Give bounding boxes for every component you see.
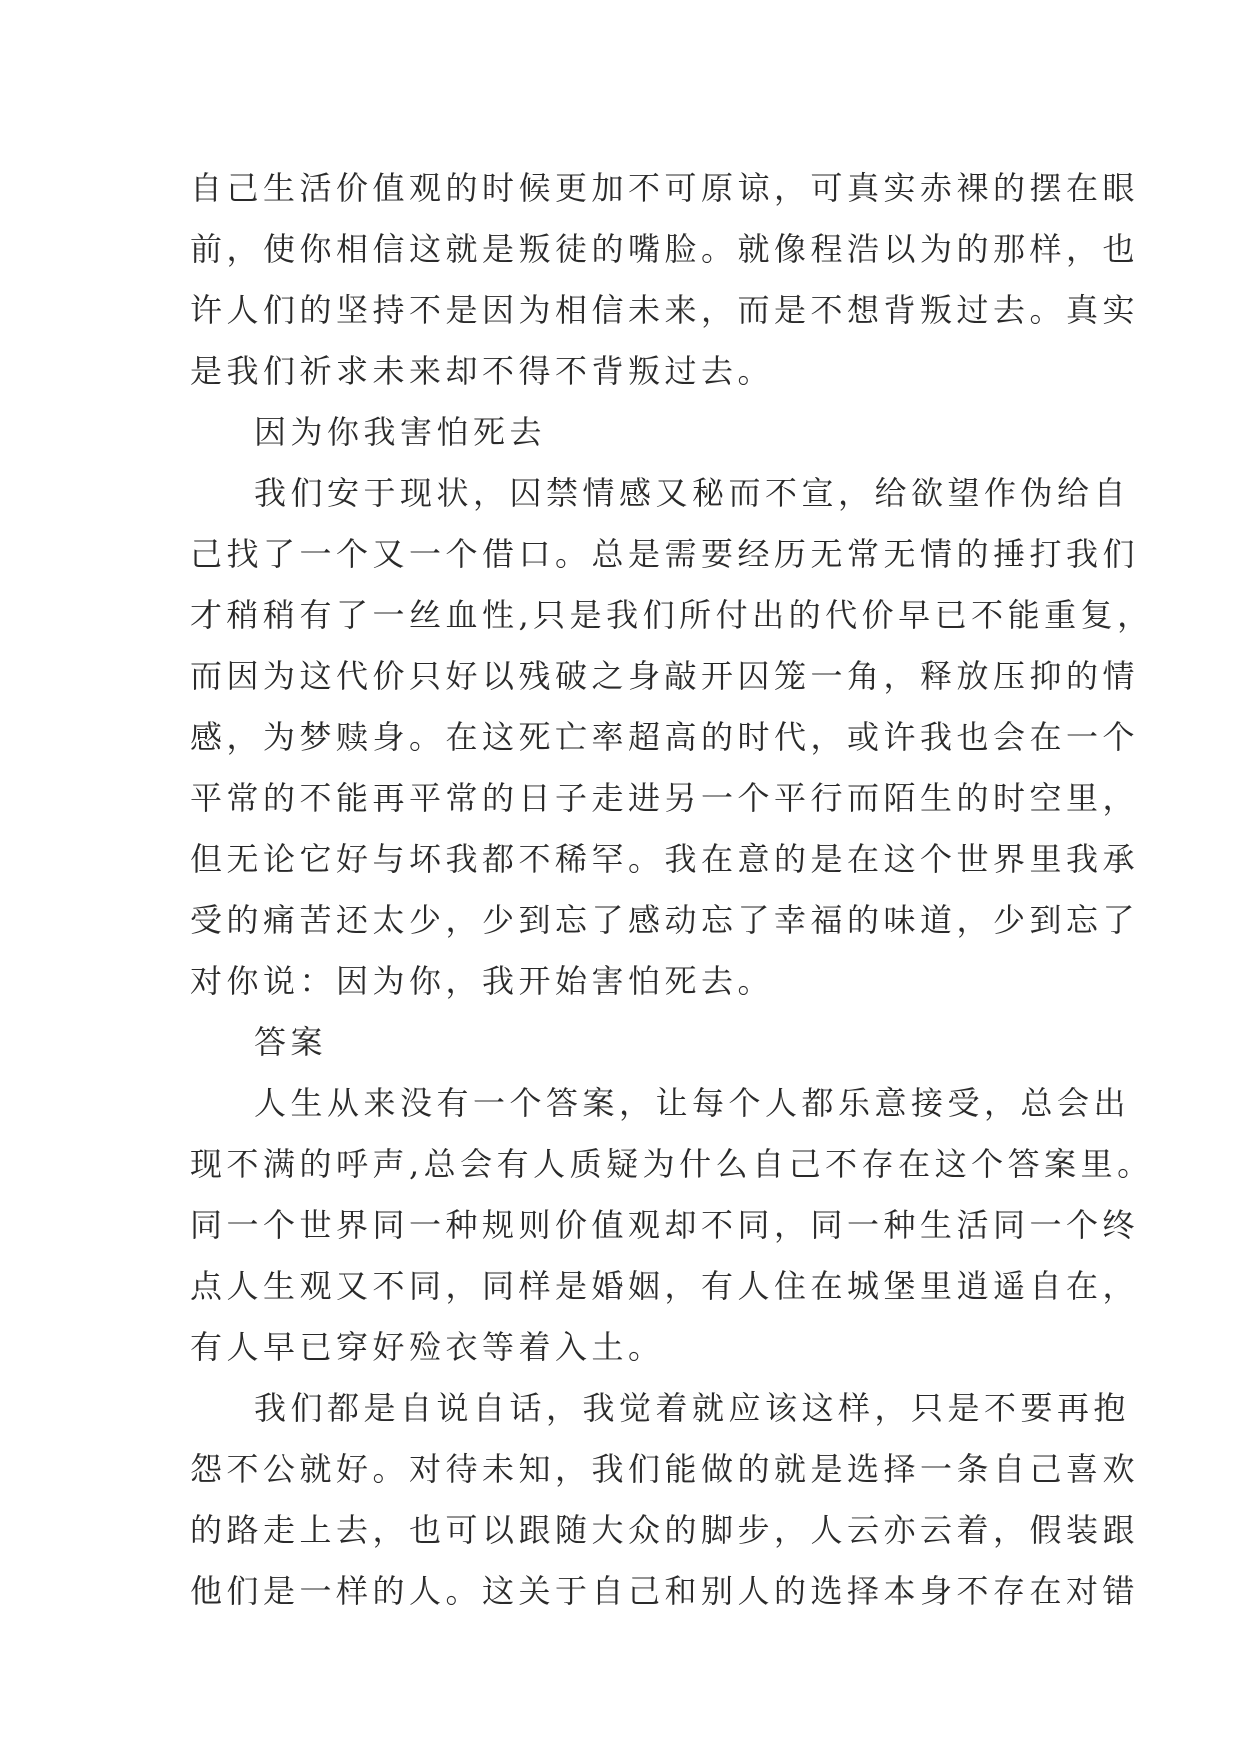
text-line: 对你说：因为你，我开始害怕死去。 (190, 962, 775, 1000)
text-line: 有人早已穿好殓衣等着入土。 (190, 1328, 665, 1366)
text-line: 受的痛苦还太少，少到忘了感动忘了幸福的味道，少到忘了 (190, 901, 1140, 939)
text-line: 才稍稍有了一丝血性,只是我们所付出的代价早已不能重复， (190, 596, 1154, 634)
section-heading: 答案 (254, 1023, 328, 1061)
body-text (190, 158, 1154, 1622)
text-line: 怨不公就好。对待未知，我们能做的就是选择一条自己喜欢 (190, 1450, 1140, 1488)
text-line: 我们安于现状，囚禁情感又秘而不宣，给欲望作伪给自 (254, 474, 1131, 512)
text-line: 是我们祈求未来却不得不背叛过去。 (190, 352, 775, 390)
text-line: 自己生活价值观的时候更加不可原谅，可真实赤裸的摆在眼 (190, 169, 1140, 207)
text-line: 许人们的坚持不是因为相信未来，而是不想背叛过去。真实 (190, 291, 1140, 329)
text-line: 的路走上去，也可以跟随大众的脚步，人云亦云着，假装跟 (190, 1511, 1140, 1549)
text-line: 前，使你相信这就是叛徒的嘴脸。就像程浩以为的那样，也 (190, 230, 1140, 268)
section-heading: 因为你我害怕死去 (254, 413, 547, 451)
text-line: 现不满的呼声,总会有人质疑为什么自己不存在这个答案里。 (190, 1145, 1154, 1183)
text-line: 点人生观又不同，同样是婚姻，有人住在城堡里逍遥自在， (190, 1267, 1140, 1305)
text-line: 感，为梦赎身。在这死亡率超高的时代，或许我也会在一个 (190, 718, 1140, 756)
text-line: 我们都是自说自话，我觉着就应该这样，只是不要再抱 (254, 1389, 1131, 1427)
text-line: 他们是一样的人。这关于自己和别人的选择本身不存在对错 (190, 1572, 1140, 1610)
text-line: 而因为这代价只好以残破之身敲开囚笼一角，释放压抑的情 (190, 657, 1140, 695)
text-line: 但无论它好与坏我都不稀罕。我在意的是在这个世界里我承 (190, 840, 1140, 878)
text-line: 人生从来没有一个答案，让每个人都乐意接受，总会出 (254, 1084, 1131, 1122)
text-line: 平常的不能再平常的日子走进另一个平行而陌生的时空里， (190, 779, 1140, 817)
text-line: 己找了一个又一个借口。总是需要经历无常无情的捶打我们 (190, 535, 1140, 573)
text-line: 同一个世界同一种规则价值观却不同，同一种生活同一个终 (190, 1206, 1140, 1244)
